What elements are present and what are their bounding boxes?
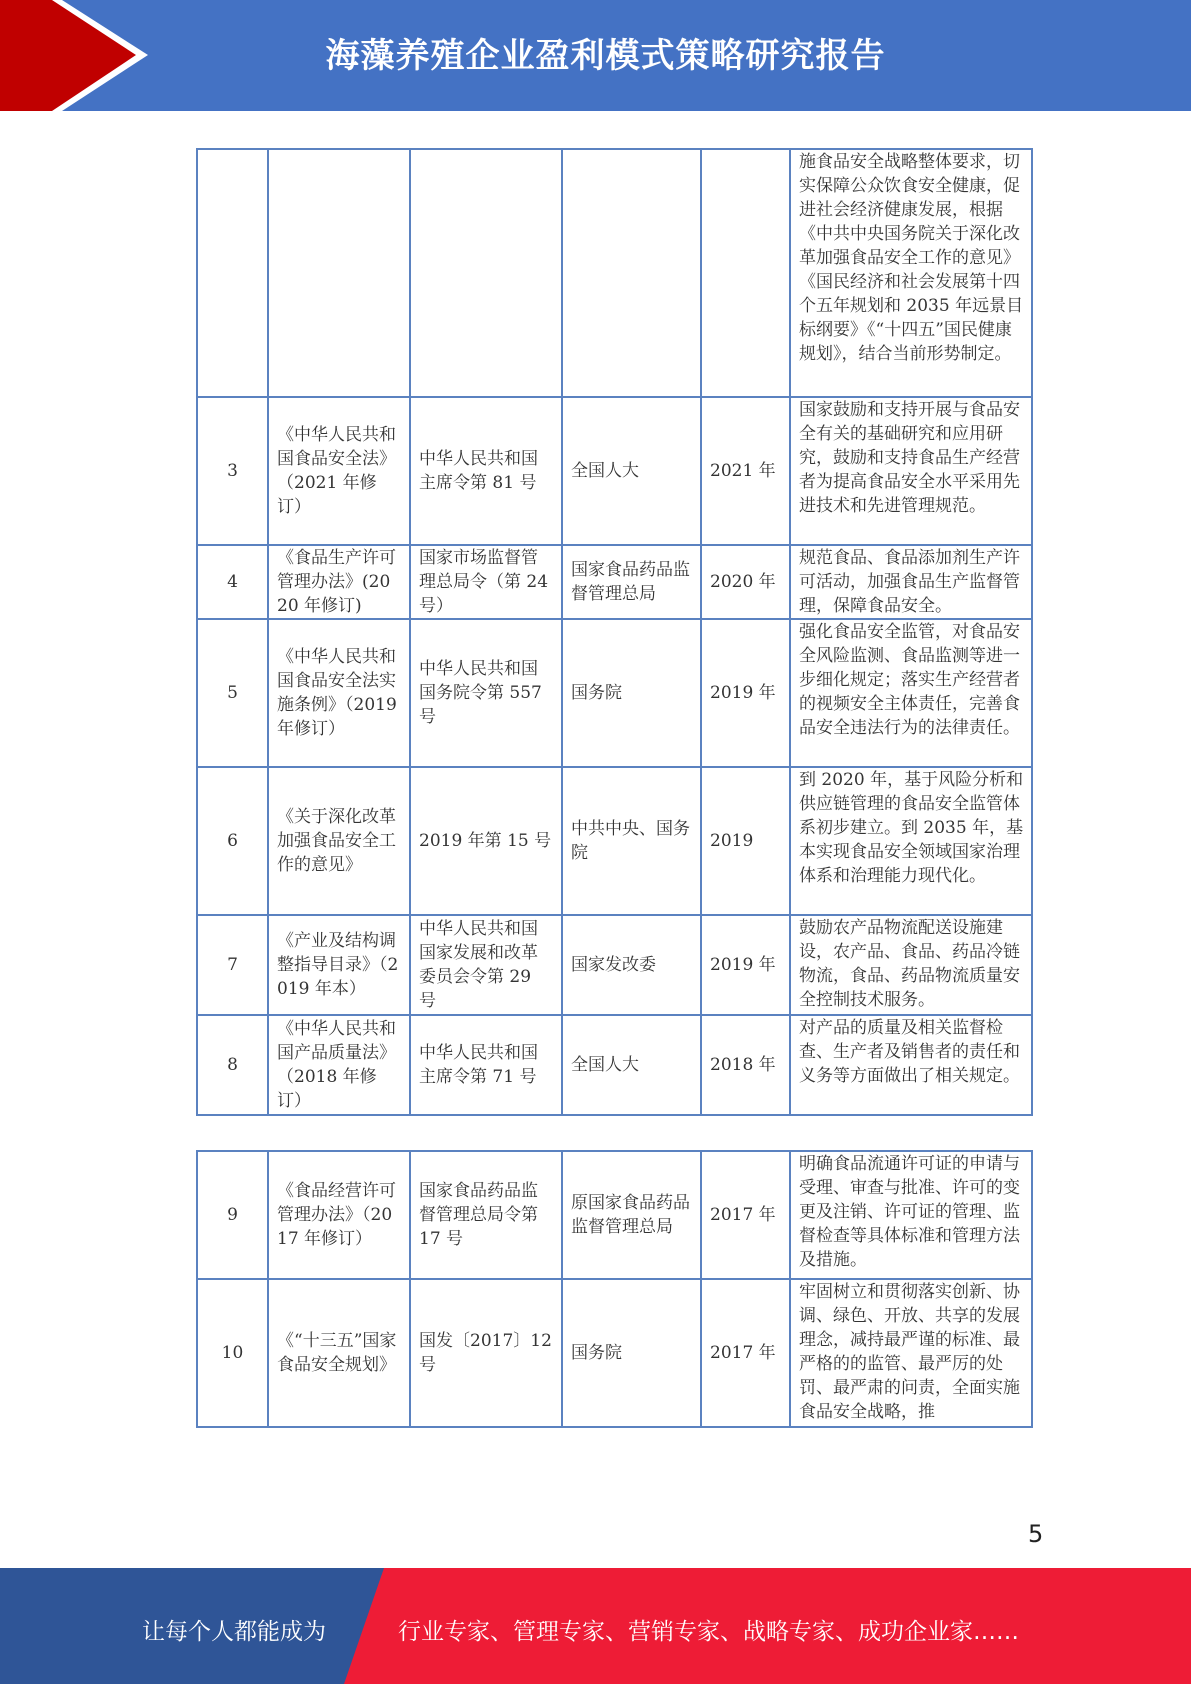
- row-index: [197, 149, 268, 397]
- regulation-summary: 鼓励农产品物流配送设施建设，农产品、食品、药品冷链物流，食品、药品物流质量安全控制技术服务。: [790, 915, 1032, 1015]
- issue-year: [701, 149, 790, 397]
- issuing-authority: 国家食品药品监督管理总局: [562, 545, 701, 619]
- regulation-name: 《中华人民共和国产品质量法》（2018 年修订）: [268, 1015, 410, 1115]
- regulation-name: 《“十三五”国家食品安全规划》: [268, 1279, 410, 1427]
- issuing-authority: [562, 149, 701, 397]
- header-title: 海藻养殖企业盈利模式策略研究报告: [325, 36, 886, 76]
- issuing-authority: 原国家食品药品监督管理总局: [562, 1151, 701, 1279]
- footer-slogan-left: 让每个人都能成为: [142, 1619, 326, 1645]
- issuing-authority: 全国人大: [562, 1015, 701, 1115]
- row-index: 7: [197, 915, 268, 1015]
- page-footer: [0, 1568, 1191, 1684]
- issue-year: 2019 年: [701, 915, 790, 1015]
- table-row: [197, 767, 1032, 915]
- regulation-summary: 施食品安全战略整体要求，切实保障公众饮食安全健康，促进社会经济健康发展，根据《中共中央国务院关于深化改革加强食品安全工作的意见》《国民经济和社会发展第十四个五年规划和 2035 年远景目标纲要》《“十四五”国民健康规划》，结合当前形势制定。: [790, 149, 1032, 397]
- regulation-summary: 对产品的质量及相关监督检查、生产者及销售者的责任和义务等方面做出了相关规定。: [790, 1015, 1032, 1115]
- regulation-name: 《产业及结构调整指导目录》（2019 年本）: [268, 915, 410, 1015]
- row-index: 10: [197, 1279, 268, 1427]
- table-row: [197, 915, 1032, 1015]
- regulation-summary: 明确食品流通许可证的申请与受理、审查与批准、许可的变更及注销、许可证的管理、监督检查等具体标准和管理方法及措施。: [790, 1151, 1032, 1279]
- document-number: 中华人民共和国国务院令第 557 号: [410, 619, 562, 767]
- row-index: 6: [197, 767, 268, 915]
- regulation-summary: 到 2020 年，基于风险分析和供应链管理的食品安全监管体系初步建立。到 2035 年，基本实现食品安全领域国家治理体系和治理能力现代化。: [790, 767, 1032, 915]
- regulation-summary: 牢固树立和贯彻落实创新、协调、绿色、开放、共享的发展理念，减持最严谨的标准、最严格的的监管、最严厉的处罚、最严肃的问责，全面实施食品安全战略，推: [790, 1279, 1032, 1427]
- regulation-summary: 强化食品安全监管，对食品安全风险监测、食品监测等进一步细化规定；落实生产经营者的视频安全主体责任，完善食品安全违法行为的法律责任。: [790, 619, 1032, 767]
- issuing-authority: 国务院: [562, 619, 701, 767]
- issue-year: 2019: [701, 767, 790, 915]
- table-row: [197, 619, 1032, 767]
- table-row: [197, 1015, 1032, 1115]
- table-row: [197, 149, 1032, 397]
- issue-year: 2017 年: [701, 1151, 790, 1279]
- regulation-name: [268, 149, 410, 397]
- regulation-summary: 规范食品、食品添加剂生产许可活动，加强食品生产监督管理，保障食品安全。: [790, 545, 1032, 619]
- issue-year: 2020 年: [701, 545, 790, 619]
- regulation-table: [196, 148, 1033, 1116]
- document-number: 国家食品药品监督管理总局令第 17 号: [410, 1151, 562, 1279]
- table-row: [197, 1151, 1032, 1279]
- row-index: 9: [197, 1151, 268, 1279]
- issuing-authority: 全国人大: [562, 397, 701, 545]
- document-number: 国发〔2017〕12 号: [410, 1279, 562, 1427]
- document-number: 国家市场监督管理总局令（第 24 号）: [410, 545, 562, 619]
- footer-slogan-right: 行业专家、管理专家、营销专家、战略专家、成功企业家……: [398, 1619, 1019, 1645]
- table-row: [197, 397, 1032, 545]
- regulation-name: 《食品经营许可管理办法》（2017 年修订）: [268, 1151, 410, 1279]
- regulation-name: 《中华人民共和国食品安全法》（2021 年修订）: [268, 397, 410, 545]
- document-number: 中华人民共和国国家发展和改革委员会令第 29 号: [410, 915, 562, 1015]
- page-number: 5: [1028, 1520, 1044, 1548]
- issuing-authority: 中共中央、国务院: [562, 767, 701, 915]
- document-number: 中华人民共和国主席令第 71 号: [410, 1015, 562, 1115]
- regulation-table-continued: [196, 1150, 1033, 1428]
- issue-year: 2021 年: [701, 397, 790, 545]
- table-row: [197, 1279, 1032, 1427]
- row-index: 3: [197, 397, 268, 545]
- issuing-authority: 国家发改委: [562, 915, 701, 1015]
- document-number: 中华人民共和国主席令第 81 号: [410, 397, 562, 545]
- issue-year: 2019 年: [701, 619, 790, 767]
- regulation-name: 《中华人民共和国食品安全法实施条例》（2019 年修订）: [268, 619, 410, 767]
- regulation-summary: 国家鼓励和支持开展与食品安全有关的基础研究和应用研究，鼓励和支持食品生产经营者为提高食品安全水平采用先进技术和先进管理规范。: [790, 397, 1032, 545]
- issue-year: 2018 年: [701, 1015, 790, 1115]
- document-number: [410, 149, 562, 397]
- issue-year: 2017 年: [701, 1279, 790, 1427]
- regulation-name: 《食品生产许可管理办法》(2020 年修订): [268, 545, 410, 619]
- row-index: 5: [197, 619, 268, 767]
- document-number: 2019 年第 15 号: [410, 767, 562, 915]
- page-header: [0, 0, 1191, 111]
- row-index: 4: [197, 545, 268, 619]
- regulation-name: 《关于深化改革加强食品安全工作的意见》: [268, 767, 410, 915]
- issuing-authority: 国务院: [562, 1279, 701, 1427]
- table-row: [197, 545, 1032, 619]
- row-index: 8: [197, 1015, 268, 1115]
